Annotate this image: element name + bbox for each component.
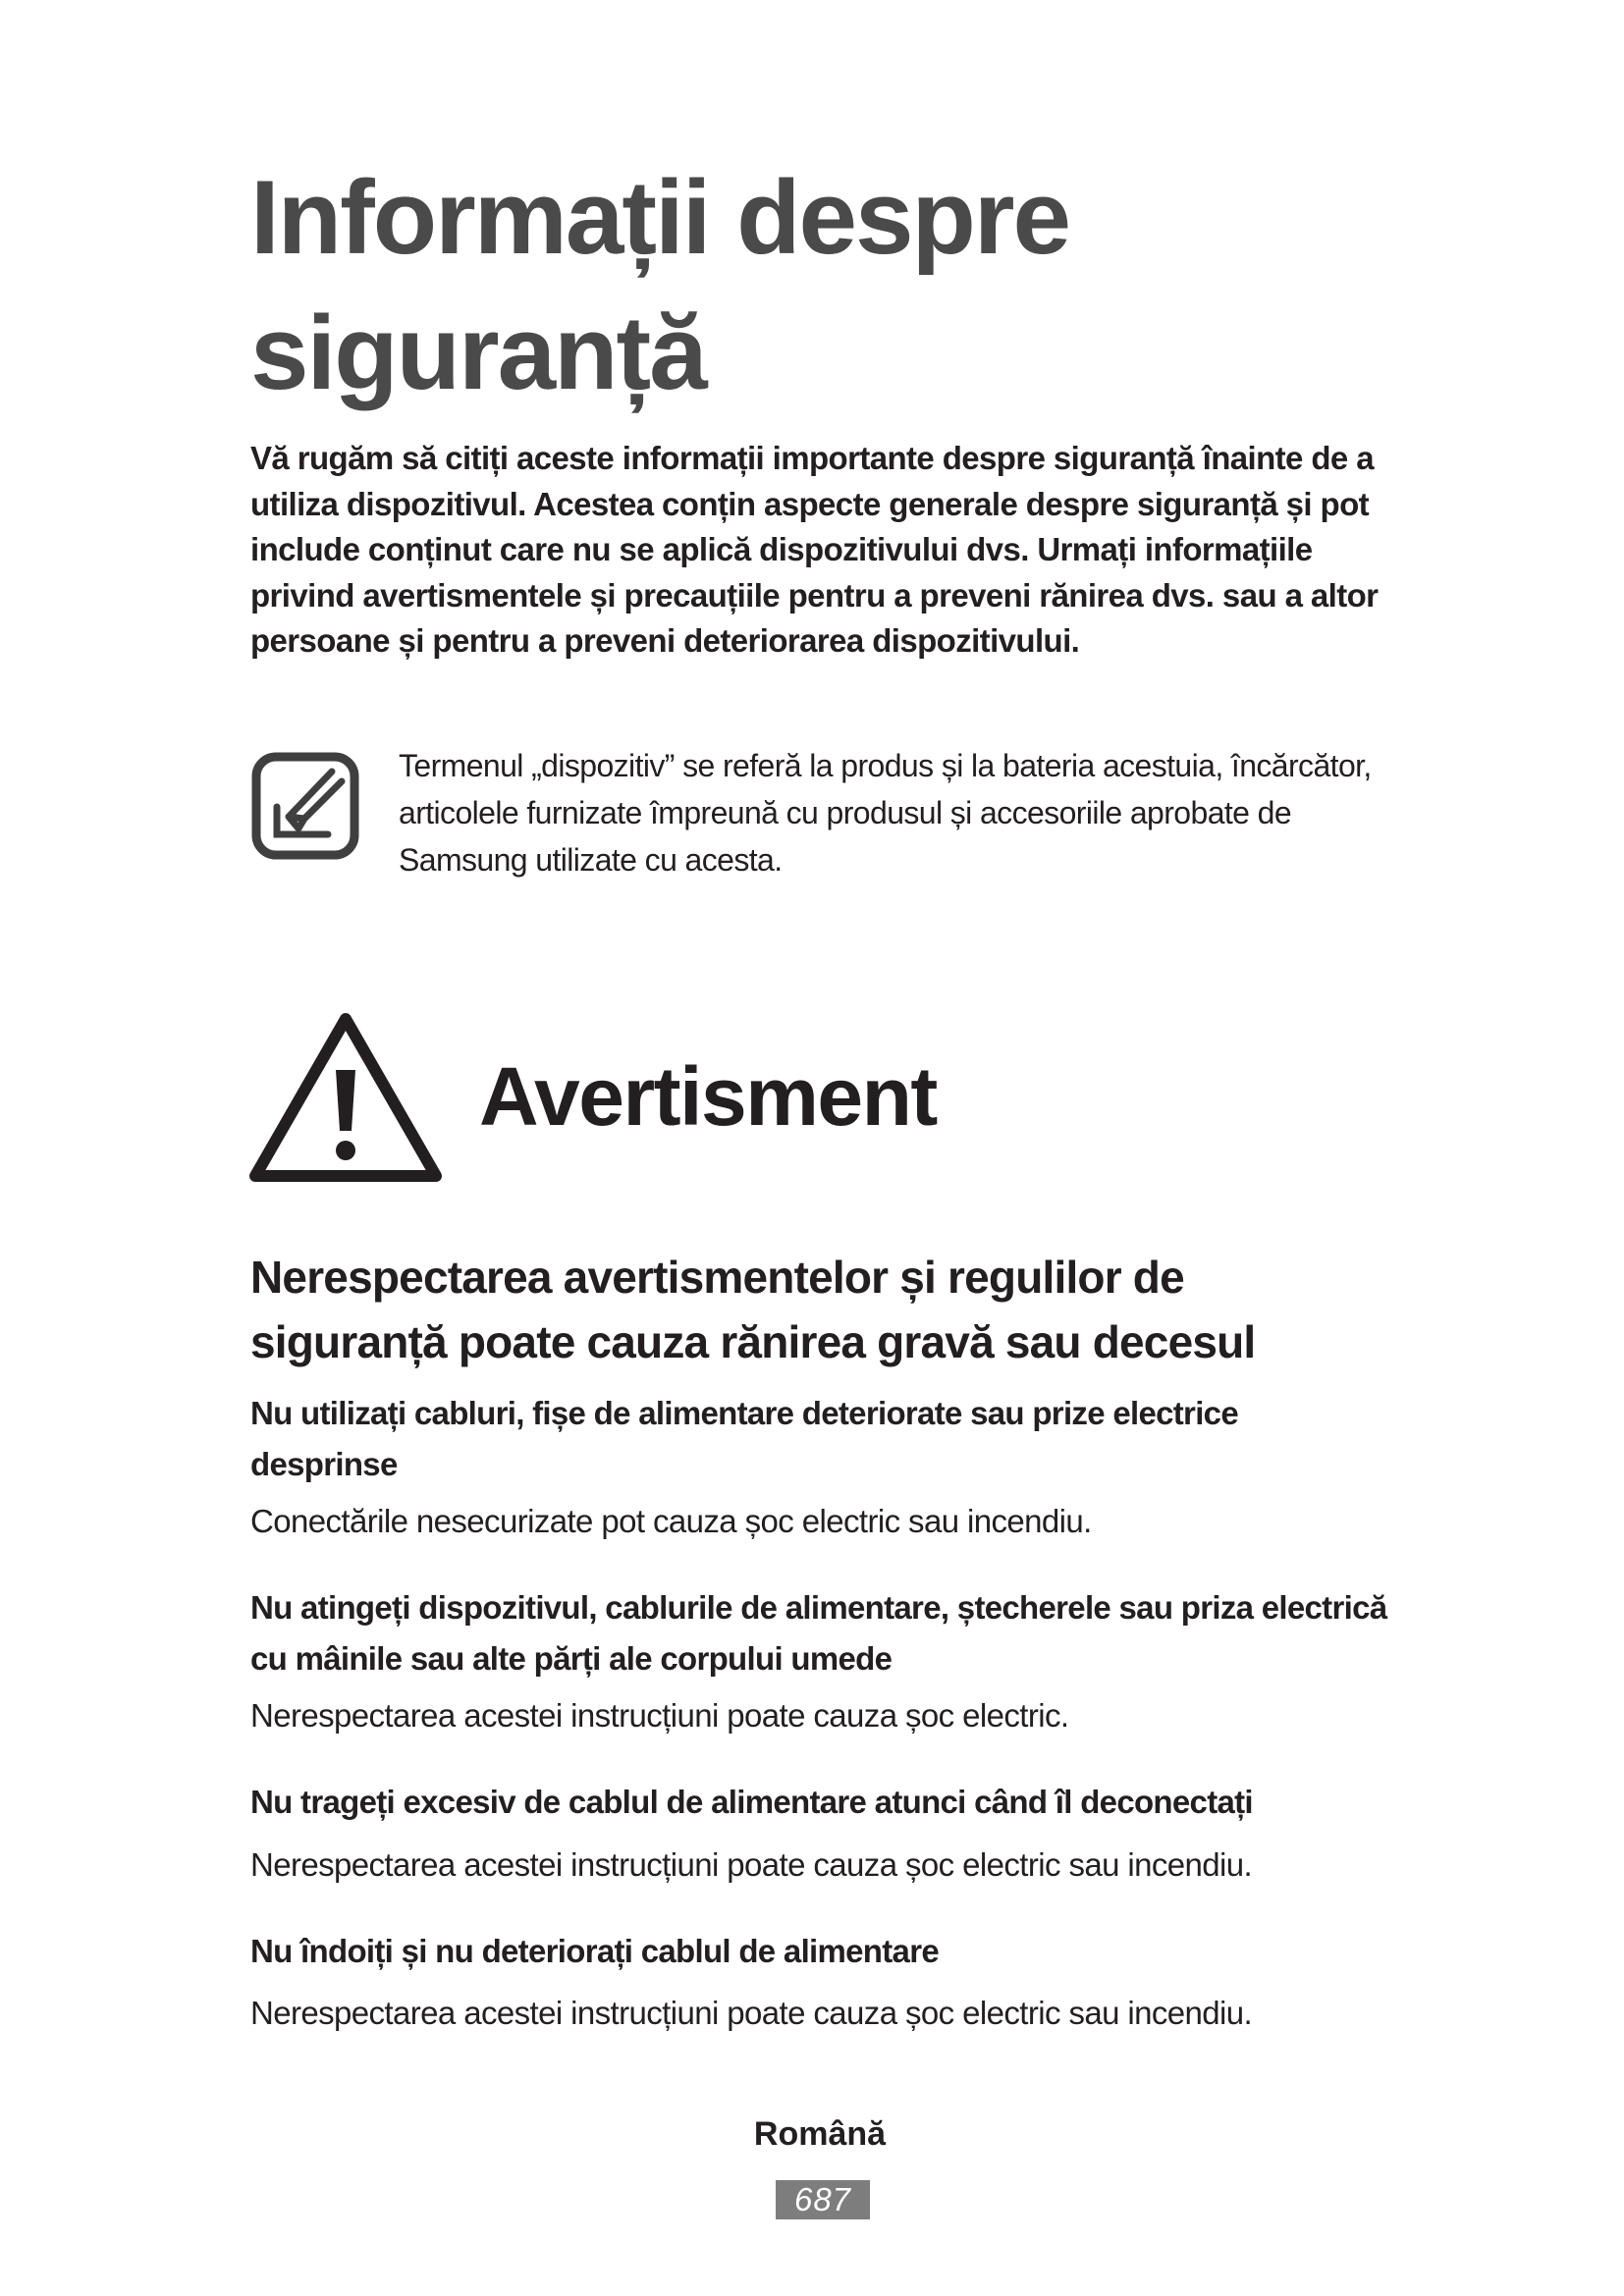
warning-item-2-body: Nerespectarea acestei instrucțiuni poate cauza șoc electric. [250,1697,1069,1734]
page-title-line-2: siguranță [250,294,706,411]
warning-item-1-heading: Nu utilizați cabluri, fișe de alimentare deteriorate sau prize electrice desprinse [250,1395,1238,1482]
note-pencil-icon [247,748,363,864]
page-number: 687 [776,2180,870,2219]
warning-item-4-body: Nerespectarea acestei instrucțiuni poate cauza șoc electric sau incendiu. [250,1995,1253,2031]
section-heading: Nerespectarea avertismentelor și regulilor de siguranță poate cauza rănirea gravă sau decesul [250,1252,1256,1367]
warning-item-2-heading: Nu atingeți dispozitivul, cablurile de alimentare, ștecherele sau priza electrică cu mâinile sau alte părți ale corpului umede [250,1589,1387,1677]
warning-item-4-heading: Nu îndoiți și nu deteriorați cablul de alimentare [250,1933,939,1969]
page-title [250,149,1330,420]
warning-item-3-heading: Nu trageți excesiv de cablul de alimentare atunci când îl deconectați [250,1784,1253,1820]
note-text: Termenul „dispozitiv” se referă la produs și la bateria acestuia, încărcător, articolele furnizate împreună cu produsul și accesoriile aprobate de Samsung utilizate cu acesta. [399,748,1372,878]
warning-item-1-body: Conectările nesecurizate pot cauza șoc electric sau incendiu. [250,1503,1092,1539]
warning-item-3-body: Nerespectarea acestei instrucțiuni poate cauza șoc electric sau incendiu. [250,1846,1253,1883]
warning-triangle-icon [247,1009,444,1188]
intro-paragraph: Vă rugăm să citiți aceste informații importante despre siguranță înainte de a utiliza dispozitivul. Acestea conțin aspecte generale despre siguranță și pot include conținut care nu se aplică dispozitivului dvs. Urmați informațiile privind avertismentele și precauțiile pentru a preveni rănirea dvs. sau a altor persoane și pentru a preveni deteriorarea dispozitivului. [250,440,1379,659]
page-title-line-1: Informații despre [250,158,1070,276]
footer-language: Română [753,2115,887,2153]
warning-heading: Avertisment [479,1050,937,1143]
